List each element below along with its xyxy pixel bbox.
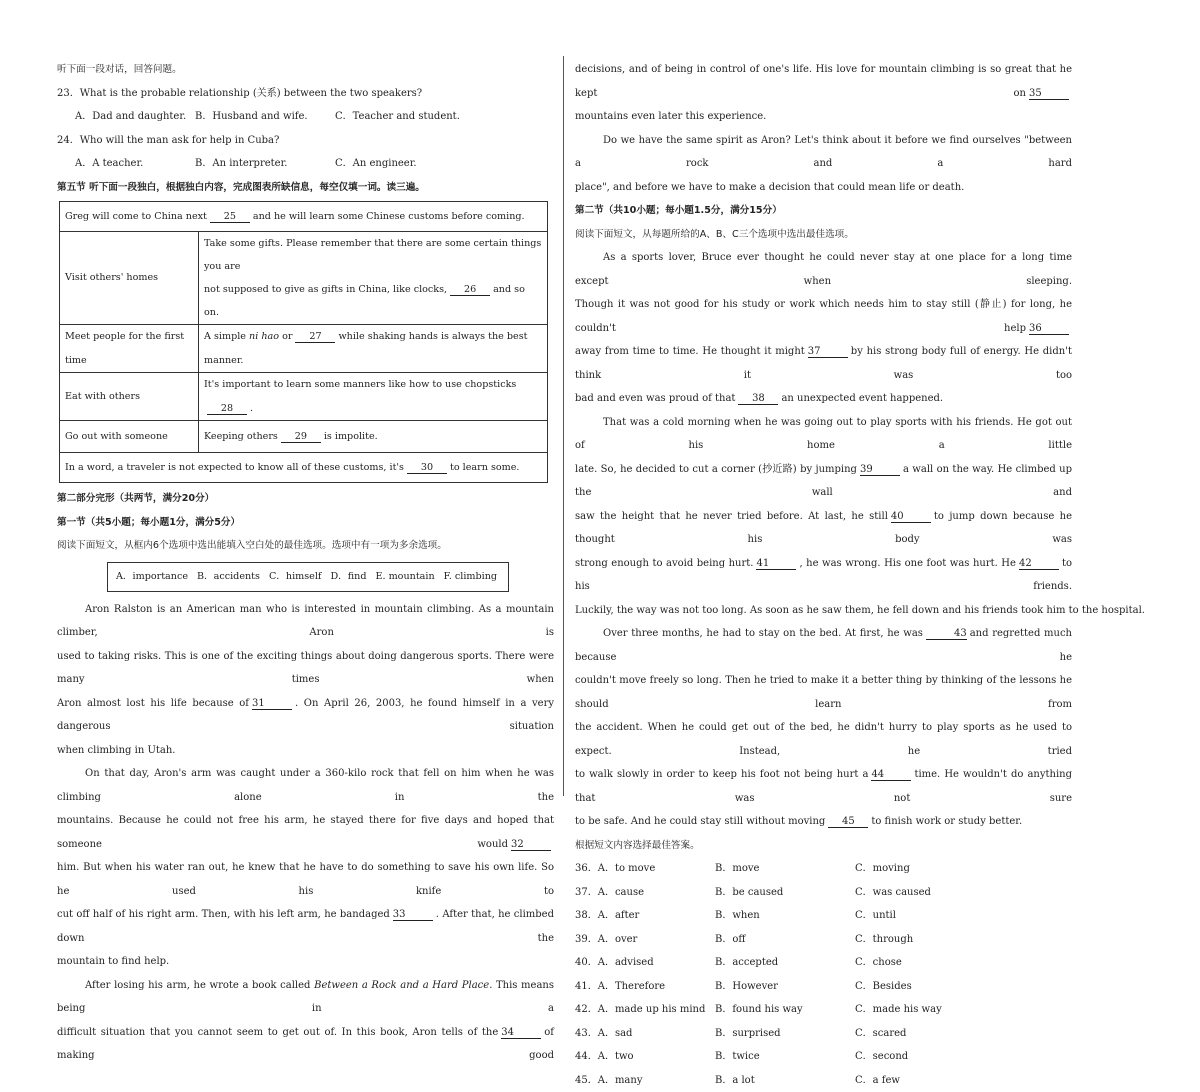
table-row-label: Visit others' homes xyxy=(60,232,199,325)
word-option: F. climbing xyxy=(444,565,497,589)
table-cell: In a word, a traveler is not expected to know all of these customs, it's 30 to learn some. xyxy=(60,453,548,483)
answer-options-list xyxy=(575,857,1072,1092)
option-c[interactable]: C．Besides xyxy=(855,975,912,999)
table-row xyxy=(60,373,548,421)
answer-option-row xyxy=(575,951,1072,975)
answer-blank[interactable]: 25 xyxy=(210,211,250,223)
answer-blank[interactable]: 40 xyxy=(891,511,931,523)
option-a[interactable]: 37．A．cause xyxy=(575,881,715,905)
passage-line: to walk slowly in order to keep his foot not being hurt a 44 time. He wouldn't do anything that was not sure xyxy=(575,763,1072,810)
answer-blank[interactable]: 41 xyxy=(756,558,796,570)
table-cell: Take some gifts. Please remember that there are some certain things you are not supposed to give as gifts in China, like clocks, 26 and so on. xyxy=(199,232,548,325)
answer-blank[interactable]: 36 xyxy=(1029,323,1069,335)
passage-line: Luckily, the way was not too long. As soon as he saw them, he fell down and his friends took him to the hospital. xyxy=(575,599,1072,623)
book-title: Between a Rock and a Hard Place xyxy=(314,980,489,991)
passage-line: cut off half of his right arm. Then, with his left arm, he bandaged 33 . After that, he climbed down the xyxy=(57,903,554,950)
answer-blank[interactable]: 27 xyxy=(295,331,335,343)
answer-blank[interactable]: 38 xyxy=(738,393,778,405)
table-row-label: Meet people for the first time xyxy=(60,325,199,373)
table-row xyxy=(60,325,548,373)
answer-blank[interactable]: 35 xyxy=(1029,88,1069,100)
option-b[interactable]: B．when xyxy=(715,904,855,928)
option-a[interactable]: 38．A．after xyxy=(575,904,715,928)
passage-line: That was a cold morning when he was going out to play sports with his friends. He got out of his home a little xyxy=(575,411,1072,458)
option-a[interactable]: 45．A．many xyxy=(575,1069,715,1092)
word-option: C．himself xyxy=(269,565,322,589)
answer-option-row xyxy=(575,975,1072,999)
option-a: A．A teacher. xyxy=(75,152,195,176)
option-a[interactable]: 43．A．sad xyxy=(575,1022,715,1046)
option-a[interactable]: 41．A．Therefore xyxy=(575,975,715,999)
answer-blank[interactable]: 45 xyxy=(828,816,868,828)
passage-line: Aron almost lost his life because of 31 . On April 26, 2003, he found himself in a very dangerous situation xyxy=(57,692,554,739)
table-cell: It's important to learn some manners like how to use chopsticks28 . xyxy=(199,373,548,421)
option-b[interactable]: B．accepted xyxy=(715,951,855,975)
question-23: 23．What is the probable relationship (关系) between the two speakers? xyxy=(57,82,554,106)
answer-option-row xyxy=(575,1045,1072,1069)
option-c: C．An engineer. xyxy=(335,152,417,176)
option-c[interactable]: C．made his way xyxy=(855,998,942,1022)
option-b[interactable]: B．However xyxy=(715,975,855,999)
option-c[interactable]: C．through xyxy=(855,928,913,952)
passage-line: mountain to find help. xyxy=(57,950,554,974)
table-row xyxy=(60,421,548,453)
option-b[interactable]: B．twice xyxy=(715,1045,855,1069)
answer-blank[interactable]: 42 xyxy=(1019,558,1059,570)
table-row xyxy=(60,232,548,325)
answer-instructions: 根据短文内容选择最佳答案。 xyxy=(575,834,1072,858)
option-c[interactable]: C．a few xyxy=(855,1069,900,1092)
answer-blank[interactable]: 44 xyxy=(871,769,911,781)
option-b[interactable]: B．move xyxy=(715,857,855,881)
answer-option-row xyxy=(575,928,1072,952)
option-b[interactable]: B．off xyxy=(715,928,855,952)
answer-blank[interactable]: 29 xyxy=(281,431,321,443)
answer-blank[interactable]: 28 xyxy=(207,403,247,415)
section-5-title: 第五节 听下面一段独白，根据独白内容，完成图表所缺信息，每空仅填一词。读三遍。 xyxy=(57,176,554,200)
table-row-label: Go out with someone xyxy=(60,421,199,453)
answer-blank[interactable]: 31 xyxy=(252,698,292,710)
word-bank-box xyxy=(107,562,509,592)
answer-blank[interactable]: 37 xyxy=(808,346,848,358)
passage-line: difficult situation that you cannot seem to get out of. In this book, Aron tells of the 34 of making good xyxy=(57,1021,554,1068)
answer-option-row xyxy=(575,857,1072,881)
passage-line: place", and before we have to make a decision that could mean life or death. xyxy=(575,176,1072,200)
table-cell: Greg will come to China next 25 and he will learn some Chinese customs before coming. xyxy=(60,202,548,232)
answer-blank[interactable]: 32 xyxy=(511,839,551,851)
option-a[interactable]: 39．A．over xyxy=(575,928,715,952)
answer-option-row xyxy=(575,881,1072,905)
table-cell: Keeping others 29 is impolite. xyxy=(199,421,548,453)
option-c[interactable]: C．moving xyxy=(855,857,910,881)
option-b[interactable]: B．be caused xyxy=(715,881,855,905)
section-1-title: 第一节（共5小题；每小题1分，满分5分） xyxy=(57,511,554,535)
option-c[interactable]: C．scared xyxy=(855,1022,906,1046)
left-column xyxy=(57,58,554,1068)
part-2-title: 第二部分完形（共两节，满分20分） xyxy=(57,487,554,511)
table-cell: A simple ni hao or 27 while shaking hands is always the best manner. xyxy=(199,325,548,373)
passage-line: away from time to time. He thought it might 37 by his strong body full of energy. He didn't think it was too xyxy=(575,340,1072,387)
passage-line: mountains. Because he could not free his arm, he stayed there for five days and hoped that someone would 32 xyxy=(57,809,554,856)
option-c[interactable]: C．until xyxy=(855,904,896,928)
option-a: A．Dad and daughter. xyxy=(75,105,195,129)
passage-line: Aron Ralston is an American man who is interested in mountain climbing. As a mountain climber, Aron is xyxy=(57,598,554,645)
question-24-options xyxy=(57,152,554,176)
option-b: B．An interpreter. xyxy=(195,152,335,176)
answer-blank[interactable]: 30 xyxy=(407,462,447,474)
passage-line: Though it was not good for his study or work which needs him to stay still (静止) for long, he couldn't help 36 xyxy=(575,293,1072,340)
option-a[interactable]: 36．A．to move xyxy=(575,857,715,881)
option-c[interactable]: C．second xyxy=(855,1045,908,1069)
passage-line: him. But when his water ran out, he knew that he have to do something to save his own life. So he used his knife to xyxy=(57,856,554,903)
passage-line: late. So, he decided to cut a corner (抄近路) by jumping 39 a wall on the way. He climbed up the wall and xyxy=(575,458,1072,505)
answer-option-row xyxy=(575,998,1072,1022)
word-option: B．accidents xyxy=(197,565,260,589)
option-b[interactable]: B．surprised xyxy=(715,1022,855,1046)
answer-blank[interactable]: 26 xyxy=(450,284,490,296)
passage-line: couldn't move freely so long. Then he tried to make it a better thing by thinking of the lessons he should learn from xyxy=(575,669,1072,716)
listening-intro: 听下面一段对话，回答问题。 xyxy=(57,58,554,82)
answer-option-row xyxy=(575,904,1072,928)
answer-option-row xyxy=(575,1069,1072,1092)
answer-option-row xyxy=(575,1022,1072,1046)
answer-blank[interactable]: 39 xyxy=(860,464,900,476)
option-c[interactable]: C．chose xyxy=(855,951,902,975)
question-24: 24．Who will the man ask for help in Cuba? xyxy=(57,129,554,153)
question-23-options xyxy=(57,105,554,129)
passage-line: used to taking risks. This is one of the exciting things about doing dangerous sports. There were many times when xyxy=(57,645,554,692)
passage-line: Do we have the same spirit as Aron? Let's think about it before we find ourselves "between a rock and a hard xyxy=(575,129,1072,176)
passage-line: Over three months, he had to stay on the bed. At first, he was 43 and regretted much because he xyxy=(575,622,1072,669)
word-option: E. mountain xyxy=(375,565,434,589)
word-option: D．find xyxy=(330,565,366,589)
option-b: B．Husband and wife. xyxy=(195,105,335,129)
table-row xyxy=(60,202,548,232)
section-1-instructions: 阅读下面短文，从框内6个选项中选出能填入空白处的最佳选项。选项中有一项为多余选项。 xyxy=(57,534,554,558)
right-column xyxy=(575,58,1072,1092)
table-row xyxy=(60,453,548,483)
section-2-title: 第二节（共10小题；每小题1.5分，满分15分） xyxy=(575,199,1072,223)
passage-line: decisions, and of being in control of one's life. His love for mountain climbing is so great that he kept on 35 xyxy=(575,58,1072,105)
option-a[interactable]: 44．A．two xyxy=(575,1045,715,1069)
passage-line: to be safe. And he could stay still without moving 45 to finish work or study better. xyxy=(575,810,1072,834)
passage-line: mountains even later this experience. xyxy=(575,105,1072,129)
option-c[interactable]: C．was caused xyxy=(855,881,931,905)
passage-line: strong enough to avoid being hurt. 41 , he was wrong. His one foot was hurt. He 42 to his friends. xyxy=(575,552,1072,599)
passage-line: saw the height that he never tried before. At last, he still 40 to jump down because he thought his body was xyxy=(575,505,1072,552)
answer-blank[interactable]: 43 xyxy=(926,628,967,640)
answer-blank[interactable]: 33 xyxy=(393,909,433,921)
option-b[interactable]: B．a lot xyxy=(715,1069,855,1092)
column-divider xyxy=(563,56,564,796)
table-row-label: Eat with others xyxy=(60,373,199,421)
passage-line: As a sports lover, Bruce ever thought he could never stay at one place for a long time except when sleeping. xyxy=(575,246,1072,293)
info-table xyxy=(59,201,548,483)
passage-line: the accident. When he could get out of the bed, he didn't hurry to play sports as he used to expect. Instead, he tried xyxy=(575,716,1072,763)
answer-blank[interactable]: 34 xyxy=(501,1027,541,1039)
passage-line: On that day, Aron's arm was caught under a 360-kilo rock that fell on him when he was climbing alone in the xyxy=(57,762,554,809)
section-2-instructions: 阅读下面短文，从每题所给的A、B、C三个选项中选出最佳选项。 xyxy=(575,223,1072,247)
option-a[interactable]: 40．A．advised xyxy=(575,951,715,975)
option-c: C．Teacher and student. xyxy=(335,105,460,129)
passage-line: when climbing in Utah. xyxy=(57,739,554,763)
word-option: A．importance xyxy=(116,565,188,589)
passage-line: bad and even was proud of that 38 an unexpected event happened. xyxy=(575,387,1072,411)
passage-line: After losing his arm, he wrote a book called Between a Rock and a Hard Place. This means being in a xyxy=(57,974,554,1021)
option-a[interactable]: 42．A．made up his mind xyxy=(575,998,715,1022)
option-b[interactable]: B．found his way xyxy=(715,998,855,1022)
